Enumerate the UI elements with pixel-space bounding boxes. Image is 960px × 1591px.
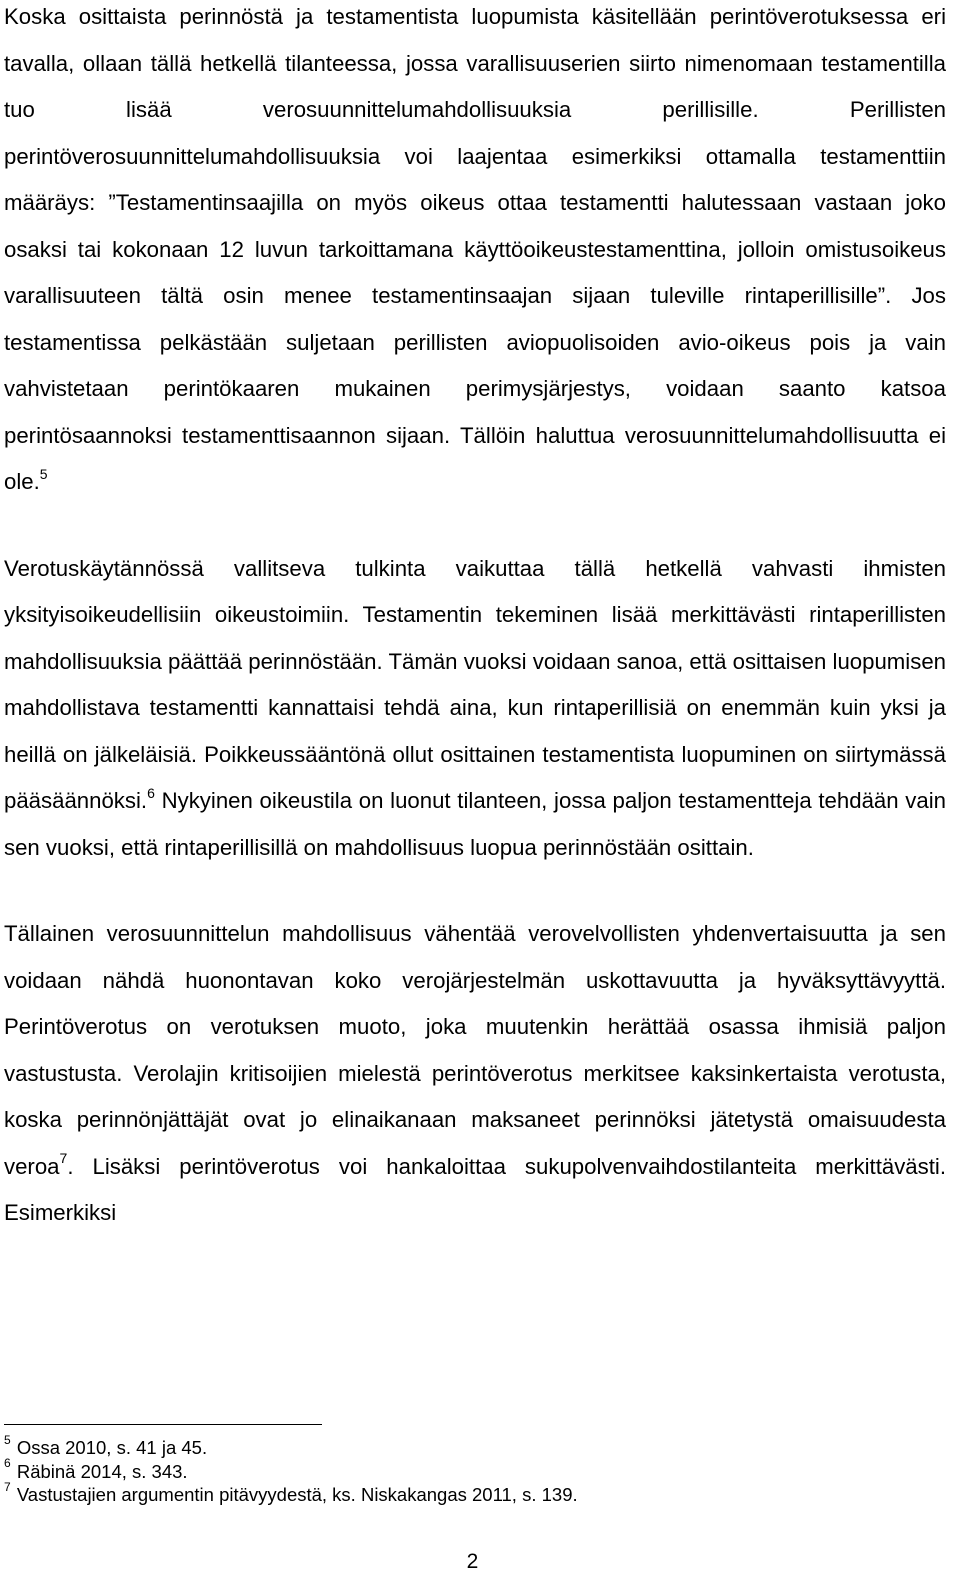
- footnote-number: 5: [4, 1432, 11, 1447]
- page-body: [4, 0, 946, 1237]
- paragraph-3-text-b: . Lisäksi perintöverotus voi hankaloittaa sukupolvenvaihdostilanteita merkittävästi. Esimerkiksi: [4, 1153, 946, 1225]
- page-number: 2: [466, 1550, 479, 1573]
- footnote-separator: [4, 1424, 322, 1425]
- footnote-5: [4, 1432, 944, 1460]
- paragraph-1-text-a: Koska osittaista perinnöstä ja testamentista luopumista käsitellään perintöverotuksessa eri tavalla, ollaan tällä hetkellä tilanteessa, jossa varallisuuserien siirto nimenomaan testamentilla tuo lisää verosuunnittelumahdollisuuksia perillisille. Perillisten perintöverosuunnittelumahdollisuuksia voi laajentaa esimerkiksi ottamalla testamenttiin määräys: ”Testamentinsaajilla on myös oikeus ottaa testamentti halutessaan vastaan joko osaksi tai kokonaan 12 luvun tarkoittamana käyttöoikeustestamenttina, jolloin omistusoikeus varallisuuteen tältä osin menee testamentinsaajan sijaan tuleville rintaperillisille”. Jos testamentissa pelkästään suljetaan perillisten aviopuolisoiden avio-oikeus pois ja vain vahvistetaan perintökaaren mukainen perimysjärjestys, voidaan saanto katsoa perintösaannoksi testamenttisaannon sijaan. Tällöin haluttua verosuunnittelumahdollisuutta ei ole.: [4, 4, 946, 494]
- footnote-text: Ossa 2010, s. 41 ja 45.: [16, 1437, 208, 1458]
- paragraph-3: [4, 911, 946, 1237]
- footnote-number: 7: [4, 1479, 11, 1494]
- footnote-text: Vastustajien argumentin pitävyydestä, ks. Niskakangas 2011, s. 139.: [16, 1484, 578, 1505]
- paragraph-2-text-a: Verotuskäytännössä vallitseva tulkinta vaikuttaa tällä hetkellä vahvasti ihmisten yksityisoikeudellisiin oikeustoimiin. Testamentin tekeminen lisää merkittävästi rintaperillisten mahdollisuuksia päättää perinnöstään. Tämän vuoksi voidaan sanoa, että osittaisen luopumisen mahdollistava testamentti kannattaisi tehdä aina, kun rintaperillisiä on enemmän kuin yksi ja heillä on jälkeläisiä. Poikkeussääntönä ollut osittainen testamentista luopuminen on siirtymässä pääsäännöksi.: [4, 555, 946, 813]
- footnote-7: [4, 1479, 944, 1507]
- footnote-ref-7: 7: [59, 1150, 68, 1167]
- paragraph-1: [4, 0, 946, 506]
- footnote-text: Räbinä 2014, s. 343.: [16, 1460, 188, 1482]
- footnote-ref-5: 5: [39, 465, 48, 482]
- paragraph-2-text-b: Nykyinen oikeustila on luonut tilanteen, jossa paljon testamentteja tehdään vain sen vuoksi, että rintaperillisillä on mahdollisuus luopua perinnöstään osittain.: [4, 788, 946, 860]
- footnotes: [4, 1432, 944, 1507]
- footnote-number: 6: [4, 1456, 11, 1471]
- footnote-6: [4, 1456, 944, 1484]
- paragraph-3-text-a: Tällainen verosuunnittelun mahdollisuus vähentää verovelvollisten yhdenvertaisuutta ja sen voidaan nähdä huonontavan koko verojärjestelmän uskottavuutta ja hyväksyttävyyttä. Perintöverotus on verotuksen muoto, joka muutenkin herättää osassa ihmisiä paljon vastustusta. Verolajin kritisoijien mielestä perintöverotus merkitsee kaksinkertaista verotusta, koska perinnönjättäjät ovat jo elinaikanaan maksaneet perinnöksi jätetystä omaisuudesta veroa: [4, 921, 946, 1179]
- paragraph-2: [4, 546, 946, 872]
- footnote-ref-6: 6: [147, 784, 155, 801]
